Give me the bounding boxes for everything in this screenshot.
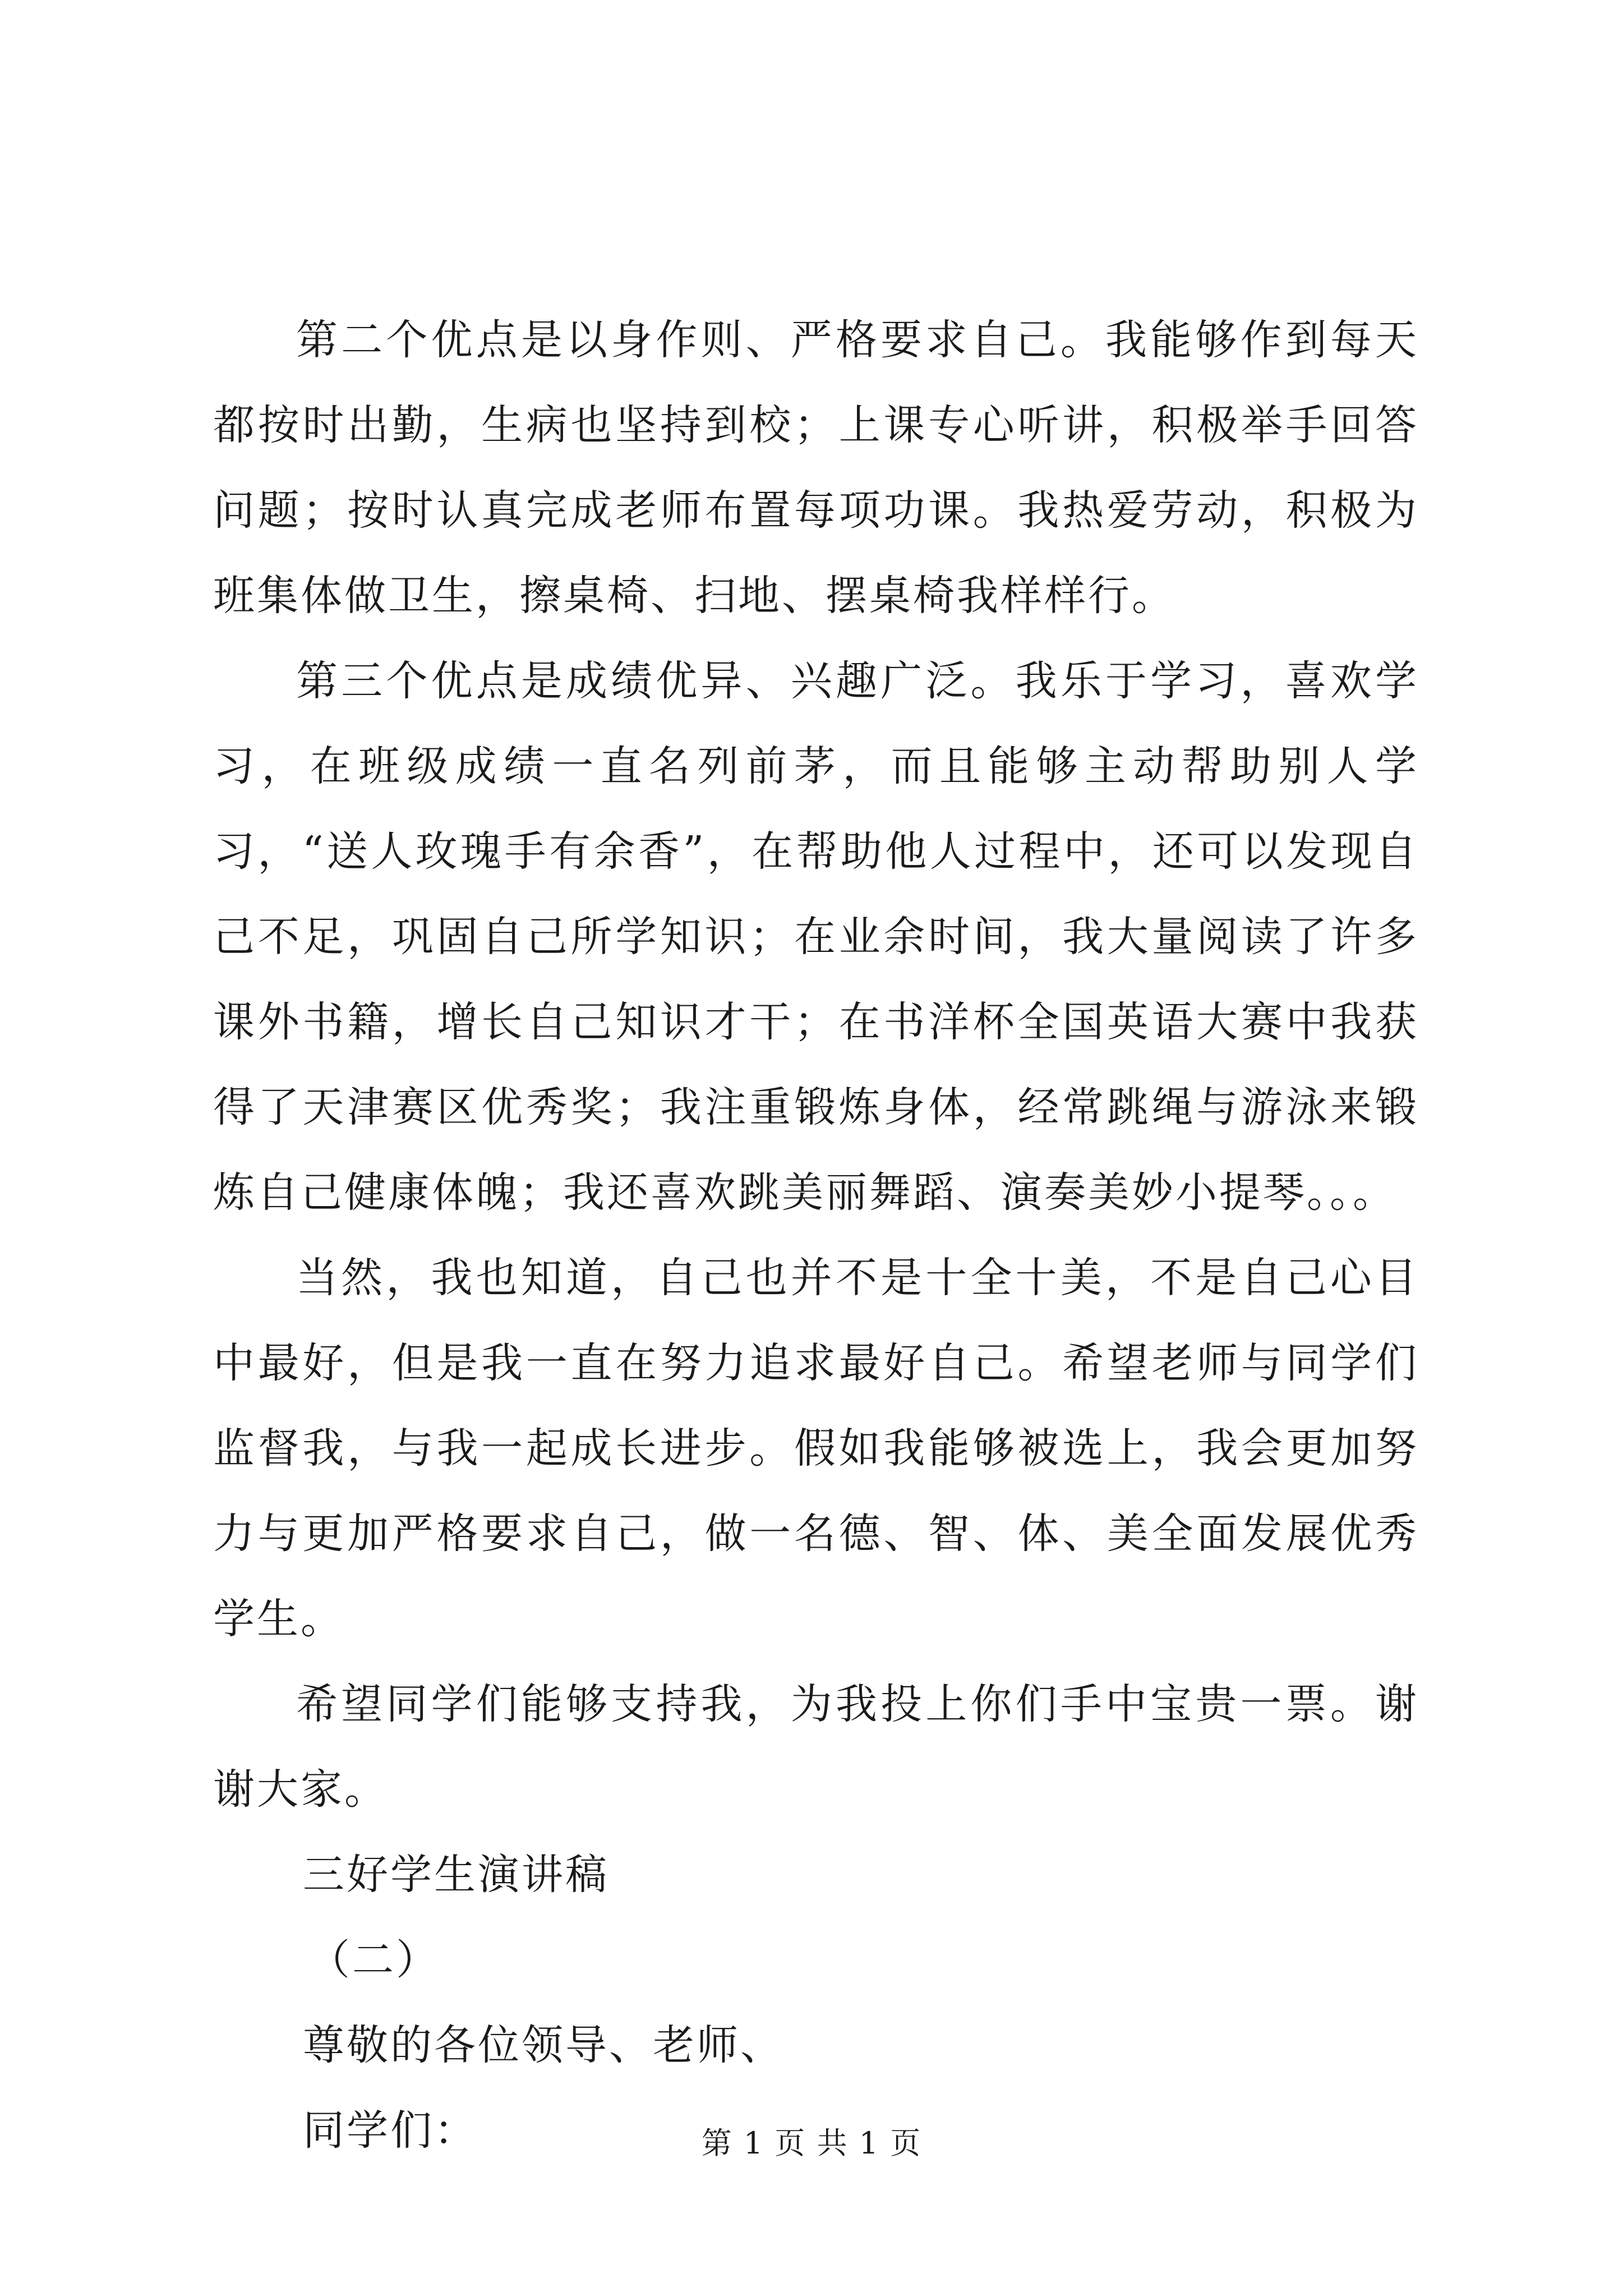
page-number-footer: 第 1 页 共 1 页 [701, 2125, 922, 2161]
section-subtitle: （二） [308, 1936, 440, 1984]
paragraph-second-merit: 第二个优点是以身作则、严格要求自己。我能够作到每天都按时出勤，生病也坚持到校；上课专心听讲，积极举手回答问题；按时认真完成老师布置每项功课。我热爱劳动，积极为班集体做卫生，擦桌椅、扫地、摆桌椅我样样行。 [213, 316, 1419, 620]
paragraph-third-merit: 第三个优点是成绩优异、兴趣广泛。我乐于学习，喜欢学习，在班级成绩一直名列前茅，而且能够主动帮助别人学习，“送人玫瑰手有余香”，在帮助他人过程中，还可以发现自己不足，巩固自己所学知识；在业余时间，我大量阅读了许多课外书籍，增长自己知识才干；在书洋杯全国英语大赛中我获得了天津赛区优秀奖；我注重锻炼身体，经常跳绳与游泳来锻炼自己健康体魄；我还喜欢跳美丽舞蹈、演奏美妙小提琴。。。 [213, 657, 1419, 1217]
salutation-line-1: 尊敬的各位领导、老师、 [303, 2021, 784, 2069]
paragraph-self-reflection: 当然，我也知道，自己也并不是十全十美，不是自己心目中最好，但是我一直在努力追求最好自己。希望老师与同学们监督我，与我一起成长进步。假如我能够被选上，我会更加努力与更加严格要求自己，做一名德、智、体、美全面发展优秀学生。 [213, 1254, 1419, 1643]
document-body [213, 297, 1419, 2173]
section-title: 三好学生演讲稿 [303, 1851, 609, 1899]
salutation-line-2: 同学们： [303, 2106, 478, 2155]
paragraph-closing: 希望同学们能够支持我，为我投上你们手中宝贵一票。谢谢大家。 [213, 1680, 1419, 1814]
